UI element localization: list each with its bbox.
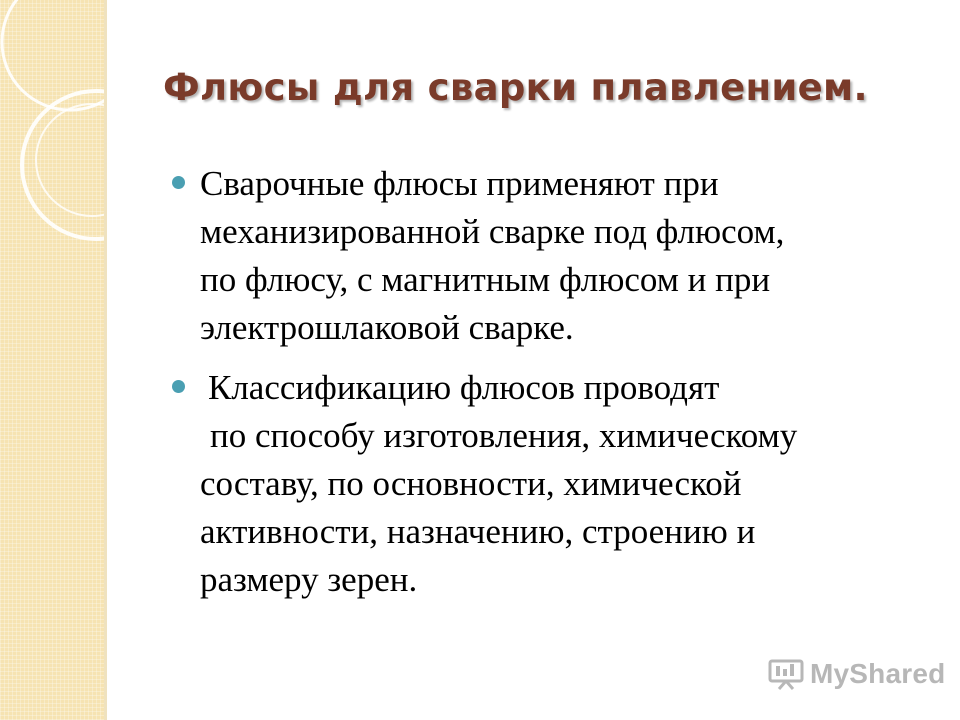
bullet-text xyxy=(200,160,940,352)
bullet-line: электрошлаковой сварке. xyxy=(200,308,574,347)
bullet-line: по способу изготовления, химическому xyxy=(210,416,798,455)
bullet-line: по флюсу, с магнитным флюсом и при xyxy=(200,260,771,299)
bullet-item xyxy=(170,160,940,352)
myshared-watermark xyxy=(768,656,945,692)
sidebar-edge xyxy=(104,0,107,720)
bullet-item xyxy=(170,364,940,604)
presentation-board-icon xyxy=(768,658,804,690)
watermark-text: MyShared xyxy=(810,658,946,689)
bullet-dot-icon xyxy=(172,176,185,189)
bullet-line: Классификацию флюсов проводят xyxy=(208,368,720,407)
bullet-line: размеру зерен. xyxy=(200,560,418,599)
bullet-line: механизированной сварке под флюсом, xyxy=(200,212,785,251)
bullet-line: активности, назначению, строению и xyxy=(200,512,756,551)
decorative-circles xyxy=(0,0,106,260)
bullet-list xyxy=(170,160,940,616)
bullet-line: составу, по основности, химической xyxy=(200,464,742,503)
bullet-dot-icon xyxy=(172,380,185,393)
slide-title: Флюсы для сварки плавлением. xyxy=(163,66,868,109)
bullet-line: Сварочные флюсы применяют при xyxy=(200,164,719,203)
decorative-sidebar xyxy=(0,0,106,720)
bullet-text xyxy=(200,364,940,604)
